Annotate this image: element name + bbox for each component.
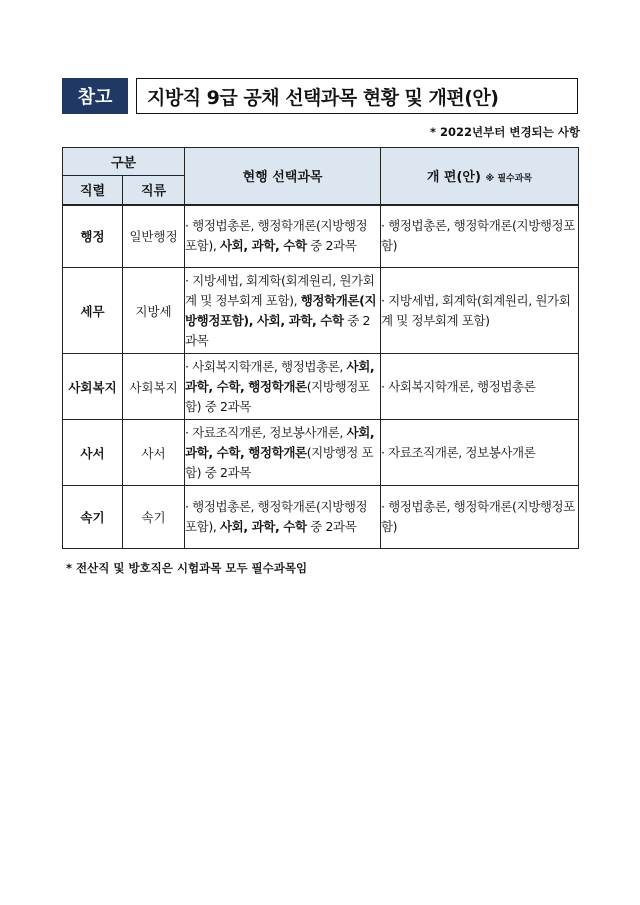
reform-header-note: ※ 필수과목	[485, 174, 533, 185]
table-row	[63, 268, 579, 354]
current-cell	[185, 205, 381, 268]
jikryu-cell: 일반행정	[123, 205, 185, 268]
reference-badge: 참고	[62, 78, 128, 114]
table-row	[63, 205, 579, 268]
page-title: 지방직 9급 공채 선택과목 현황 및 개편(안)	[136, 78, 578, 114]
jikryeol-cell: 세무	[63, 268, 123, 354]
reform-header	[381, 148, 579, 205]
current-bold-text: 사회, 과학, 수학, 행정학개론	[185, 424, 375, 460]
jikryeol-cell: 사회복지	[63, 354, 123, 420]
subject-table	[62, 147, 579, 549]
change-note: * 2022년부터 변경되는 사항	[429, 125, 580, 139]
current-text: · 자료조직개론, 정보봉사개론,	[185, 424, 347, 440]
current-suffix: 중 2과목	[185, 312, 371, 348]
jikryeol-cell: 속기	[63, 486, 123, 549]
current-bold-text: 행정학개론(지방행정포함), 사회, 과학, 수학	[185, 292, 377, 328]
current-suffix: (지방행정포함) 중 2과목	[185, 378, 370, 414]
current-cell	[185, 420, 381, 486]
table-row	[63, 486, 579, 549]
jikryeol-header: 직렬	[63, 176, 123, 205]
current-cell	[185, 486, 381, 549]
jikryu-cell: 지방세	[123, 268, 185, 354]
table-row	[63, 420, 579, 486]
footnote: * 전산직 및 방호직은 시험과목 모두 필수과목임	[66, 561, 308, 575]
current-text: · 사회복지학개론, 행정법총론,	[185, 358, 347, 374]
current-bold-text: 사회, 과학, 수학	[219, 519, 307, 534]
group-header: 구분	[63, 148, 185, 176]
reform-header-label: 개 편(안)	[426, 170, 481, 186]
current-suffix: 중 2과목	[306, 238, 357, 254]
jikryu-header: 직류	[123, 176, 185, 205]
current-cell	[185, 354, 381, 420]
title-row	[62, 78, 578, 114]
current-text: · 행정법총론, 행정학개론(지방행정 포함),	[185, 499, 368, 534]
reform-cell: · 행정법총론, 행정학개론(지방행정포함)	[381, 205, 579, 268]
current-bold-text: 사회, 과학, 수학	[219, 238, 307, 254]
jikryeol-cell: 사서	[63, 420, 123, 486]
jikryu-cell: 속기	[123, 486, 185, 549]
current-text: · 지방세법, 회계학(회계원리, 원가회계 및 정부회계 포함),	[185, 272, 375, 308]
jikryu-cell: 사서	[123, 420, 185, 486]
reform-cell: · 지방세법, 회계학(회계원리, 원가회계 및 정부회계 포함)	[381, 268, 579, 354]
table-row	[63, 354, 579, 420]
current-text: · 행정법총론, 행정학개론(지방행정 포함),	[185, 218, 368, 254]
reform-cell: · 자료조직개론, 정보봉사개론	[381, 420, 579, 486]
current-header: 현행 선택과목	[185, 148, 381, 205]
jikryeol-cell: 행정	[63, 205, 123, 268]
current-suffix: (지방행정 포함) 중 2과목	[185, 444, 374, 480]
current-suffix: 중 2과목	[306, 519, 357, 534]
jikryu-cell: 사회복지	[123, 354, 185, 420]
current-bold-text: 사회, 과학, 수학, 행정학개론	[185, 358, 375, 394]
reform-cell: · 행정법총론, 행정학개론(지방행정포함)	[381, 486, 579, 549]
reform-cell: · 사회복지학개론, 행정법총론	[381, 354, 579, 420]
current-cell	[185, 268, 381, 354]
